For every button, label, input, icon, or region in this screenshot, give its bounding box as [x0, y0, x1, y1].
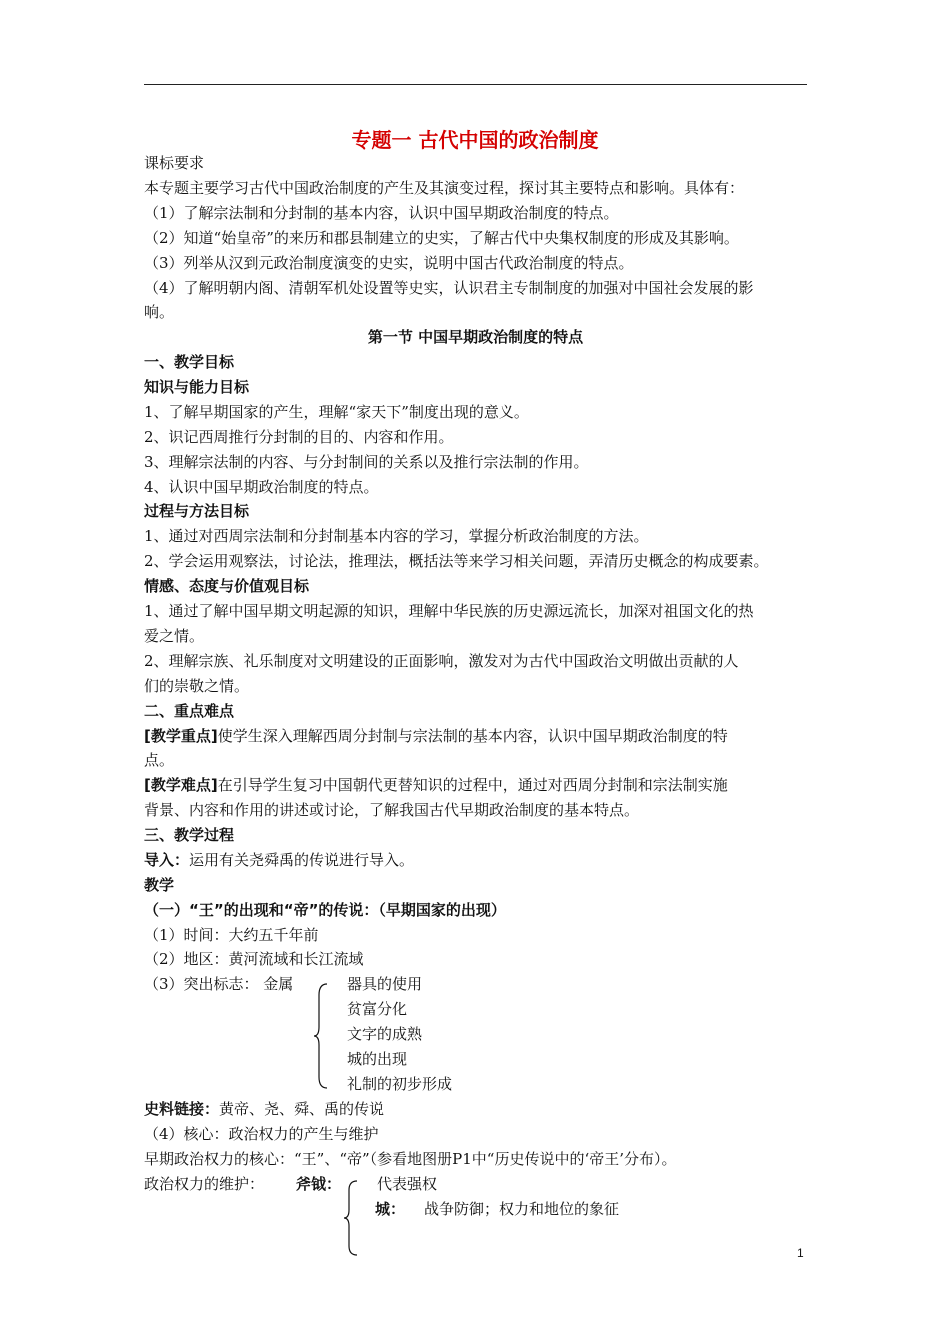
- heading-emotion: 情感、态度与价值观目标: [144, 577, 310, 595]
- core-detail-line: 早期政治权力的核心：“王”、“帝”（参看地图册P1中“历史传说中的‘帝王’分布）。: [144, 1150, 677, 1168]
- marks-brace: [313, 983, 329, 1089]
- key-point-line: [144, 726, 728, 746]
- emotion-1: 1、通过了解中国早期文明起源的知识，理解中华民族的历史源远流长，加深对祖国文化的热: [144, 602, 754, 620]
- intro-label: 导入：: [144, 851, 190, 869]
- key-point-cont: 点。: [144, 751, 175, 769]
- maintain-label: 政治权力的维护：: [144, 1175, 265, 1193]
- document-title: 专题一 古代中国的政治制度: [351, 128, 599, 152]
- teaching-heading: 教学: [144, 876, 175, 894]
- curriculum-heading: 课标要求: [144, 154, 205, 172]
- requirement-1: （1）了解宗法制和分封制的基本内容，认识中国早期政治制度的特点。: [144, 204, 619, 222]
- source-link-line: [144, 1099, 384, 1119]
- city-text: 战争防御；权力和地位的象征: [424, 1200, 620, 1218]
- source-link-text: 黄帝、尧、舜、禹的传说: [219, 1100, 385, 1118]
- knowledge-2: 2、识记西周推行分封制的目的、内容和作用。: [144, 428, 454, 446]
- heading-key-points: 二、重点难点: [144, 702, 235, 720]
- key-point-text: 使学生深入理解西周分封制与宗法制的基本内容，认识中国早期政治制度的特: [217, 727, 728, 745]
- intro-text: 运用有关尧舜禹的传说进行导入。: [189, 851, 415, 869]
- mark-item: 器具的使用: [347, 975, 423, 993]
- difficulty-label: [教学难点]: [144, 776, 218, 794]
- knowledge-3: 3、理解宗法制的内容、与分封制间的关系以及推行宗法制的作用。: [144, 453, 589, 471]
- mark-item: 贫富分化: [347, 1000, 408, 1018]
- time-line: （1）时间：大约五千年前: [144, 926, 319, 944]
- mark-item: 文字的成熟: [347, 1025, 423, 1043]
- marks-label: （3）突出标志： 金属: [144, 975, 294, 993]
- core-line: （4）核心：政治权力的产生与维护: [144, 1125, 379, 1143]
- heading-process: 过程与方法目标: [144, 502, 250, 520]
- emotion-2-cont: 们的崇敬之情。: [144, 677, 250, 695]
- emotion-1-cont: 爱之情。: [144, 627, 205, 645]
- maintain-brace: [343, 1180, 359, 1256]
- heading-goals: 一、教学目标: [144, 353, 235, 371]
- process-2: 2、学会运用观察法，讨论法，推理法，概括法等来学习相关问题，弄清历史概念的构成要素。: [144, 552, 769, 570]
- heading-teaching-process: 三、教学过程: [144, 826, 235, 844]
- requirement-3: （3）列举从汉到元政治制度演变的史实，说明中国古代政治制度的特点。: [144, 254, 634, 272]
- process-1: 1、通过对西周宗法制和分封制基本内容的学习，掌握分析政治制度的方法。: [144, 527, 649, 545]
- requirement-4-cont: 响。: [144, 303, 175, 321]
- mark-item: 礼制的初步形成: [347, 1075, 453, 1093]
- key-point-label: [教学重点]: [144, 727, 218, 745]
- requirement-2: （2）知道“始皇帝”的来历和郡县制建立的史实，了解古代中央集权制度的形成及其影响。: [144, 229, 739, 247]
- difficulty-cont: 背景、内容和作用的讲述或讨论，了解我国古代早期政治制度的基本特点。: [144, 801, 640, 819]
- difficulty-line: [144, 775, 728, 795]
- axe-label: 斧钺：: [296, 1175, 342, 1193]
- subsection-1-title: （一）“王”的出现和“帝”的传说：（早期国家的出现）: [144, 901, 506, 919]
- requirement-4: （4）了解明朝内阁、清朝军机处设置等史实，认识君主专制制度的加强对中国社会发展的影: [144, 279, 754, 297]
- difficulty-text: 在引导学生复习中国朝代更替知识的过程中，通过对西周分封制和宗法制实施: [217, 776, 728, 794]
- section-title: 第一节 中国早期政治制度的特点: [367, 328, 584, 346]
- city-label: 城：: [375, 1200, 406, 1218]
- axe-text: 代表强权: [377, 1175, 438, 1193]
- source-link-label: 史料链接：: [144, 1100, 220, 1118]
- emotion-2: 2、理解宗族、礼乐制度对文明建设的正面影响，激发对为古代中国政治文明做出贡献的人: [144, 652, 739, 670]
- header-rule: [144, 84, 807, 85]
- page-number: 1: [797, 1246, 804, 1260]
- mark-item: 城的出现: [347, 1050, 408, 1068]
- knowledge-1: 1、了解早期国家的产生，理解“家天下”制度出现的意义。: [144, 403, 529, 421]
- heading-knowledge: 知识与能力目标: [144, 378, 250, 396]
- intro-line: [144, 850, 414, 870]
- intro-paragraph: 本专题主要学习古代中国政治制度的产生及其演变过程，探讨其主要特点和影响。具体有：: [144, 179, 745, 197]
- knowledge-4: 4、认识中国早期政治制度的特点。: [144, 478, 379, 496]
- region-line: （2）地区：黄河流域和长江流域: [144, 950, 364, 968]
